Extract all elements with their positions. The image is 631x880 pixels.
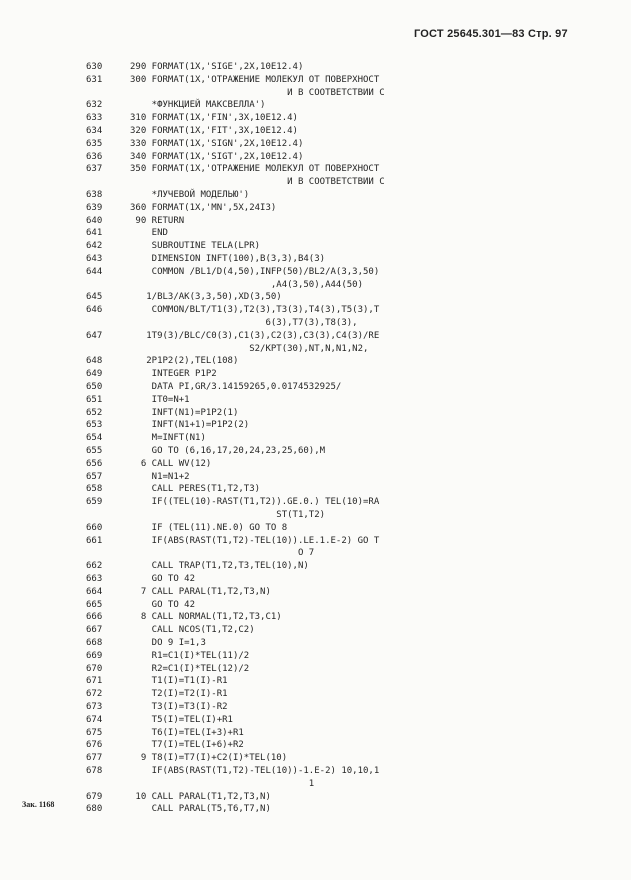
line-number: 632	[86, 100, 103, 111]
line-number: 674	[86, 714, 103, 725]
code-text: 1T9(3)/BLC/C0(3),C1(3),C2(3),C3(3),C4(3)/RE	[130, 330, 380, 341]
code-text: *ЛУЧЕВОЙ МОДЕЛЬЮ')	[130, 190, 250, 200]
line-number: 660	[86, 522, 103, 533]
code-text: INFT(N1+1)=P1P2(2)	[130, 420, 250, 431]
code-text: END	[130, 228, 168, 239]
code-text: O 7	[130, 548, 315, 559]
code-text: IF (TEL(11).NE.0) GO TO 8	[130, 522, 288, 533]
line-number: 645	[86, 292, 103, 303]
code-text: 7 CALL PARAL(T1,T2,T3,N)	[130, 586, 271, 597]
code-text: 340 FORMAT(1X,'SIGT',2X,10E12.4)	[130, 151, 304, 162]
code-text: INTEGER P1P2	[130, 369, 217, 380]
code-text: CALL PARAL(T5,T6,T7,N)	[130, 804, 271, 815]
code-text: COMMON/BLT/T1(3),T2(3),T3(3),T4(3),T5(3),T	[130, 305, 380, 316]
line-number: 677	[86, 753, 103, 764]
line-number: 649	[86, 369, 103, 380]
line-number: 636	[86, 151, 103, 162]
line-number: 643	[86, 254, 103, 264]
line-number: 680	[86, 804, 103, 815]
code-text: 9 T8(I)=T7(I)+C2(I)*TEL(10)	[130, 753, 288, 764]
line-number: 675	[86, 727, 103, 738]
line-number: 662	[86, 561, 103, 572]
code-text: 6 CALL WV(12)	[130, 458, 212, 469]
code-text: DIMENSION INFT(100),B(3,3),B4(3)	[130, 254, 326, 264]
line-number: 663	[86, 574, 103, 584]
code-text: 300 FORMAT(1X,'ОТРАЖЕНИЕ МОЛЕКУЛ ОТ ПОВЕРХНОСТ	[130, 74, 380, 85]
code-text: 2P1P2(2),TEL(108)	[130, 356, 239, 367]
line-number: 637	[86, 164, 103, 175]
code-text: IT0=N+1	[130, 394, 190, 405]
line-number: 655	[86, 446, 103, 456]
code-text: *ФУНКЦИЕЙ МАКСВЕЛЛА')	[130, 100, 266, 111]
code-text: T6(I)=TEL(I+3)+R1	[130, 727, 244, 738]
line-number: 647	[86, 330, 103, 341]
code-text: 6(3),T7(3),T8(3),	[130, 318, 358, 328]
code-text: N1=N1+2	[130, 471, 190, 482]
code-text: T3(I)=T3(I)-R2	[130, 702, 228, 712]
code-text: CALL TRAP(T1,T2,T3,TEL(10),N)	[130, 561, 309, 572]
line-number: 633	[86, 113, 103, 124]
code-text: CALL NCOS(T1,T2,C2)	[130, 625, 255, 636]
code-text: GO TO 42	[130, 599, 196, 610]
code-text: ,A4(3,50),A44(50)	[130, 279, 363, 290]
line-number: 667	[86, 625, 103, 636]
code-text: IF(ABS(RAST(T1,T2)-TEL(10))-1.E-2) 10,10,1	[130, 766, 380, 776]
line-number: 669	[86, 650, 103, 661]
line-number: 641	[86, 228, 103, 239]
code-text: T7(I)=TEL(I+6)+R2	[130, 740, 244, 751]
line-number: 665	[86, 599, 103, 610]
line-number: 673	[86, 702, 103, 712]
line-number: 648	[86, 356, 103, 367]
code-text: ST(T1,T2)	[130, 510, 326, 520]
code-text: COMMON /BL1/D(4,50),INFP(50)/BL2/A(3,3,50)	[130, 266, 380, 277]
line-number: 639	[86, 202, 103, 213]
line-number: 646	[86, 305, 103, 316]
code-text: INFT(N1)=P1P2(1)	[130, 407, 239, 418]
page-header: ГОСТ 25645.301—83 Стр. 97	[414, 28, 568, 40]
line-number: 650	[86, 382, 103, 392]
line-number: 653	[86, 420, 103, 431]
line-number: 672	[86, 689, 103, 700]
code-text: DO 9 I=1,3	[130, 638, 206, 648]
line-number: 670	[86, 663, 103, 674]
code-text: S2/KPT(30),NT,N,N1,N2,	[130, 343, 369, 354]
code-text: R1=C1(I)*TEL(11)/2	[130, 650, 250, 661]
code-text: DATA PI,GR/3.14159265,0.0174532925/	[130, 382, 342, 392]
code-text: 290 FORMAT(1X,'SIGE',2X,10E12.4)	[130, 62, 304, 72]
line-number: 638	[86, 190, 103, 200]
line-number: 642	[86, 241, 103, 252]
code-text: 10 CALL PARAL(T1,T2,T3,N)	[130, 791, 271, 802]
code-text: GO TO 42	[130, 574, 196, 584]
code-text: 1	[130, 778, 315, 789]
line-number: 657	[86, 471, 103, 482]
line-number: 676	[86, 740, 103, 751]
code-text: 310 FORMAT(1X,'FIN',3X,10E12.4)	[130, 113, 298, 124]
line-number: 654	[86, 433, 103, 444]
code-text: 90 RETURN	[130, 215, 185, 226]
code-text: 330 FORMAT(1X,'SIGN',2X,10E12.4)	[130, 138, 304, 149]
code-text: IF((TEL(10)-RAST(T1,T2)).GE.0.) TEL(10)=RA	[130, 497, 380, 508]
line-number: 630	[86, 62, 103, 72]
code-text: 1/BL3/AK(3,3,50),XD(3,50)	[130, 292, 282, 303]
line-number: 640	[86, 215, 103, 226]
code-text: 350 FORMAT(1X,'ОТРАЖЕНИЕ МОЛЕКУЛ ОТ ПОВЕРХНОСТ	[130, 164, 380, 175]
code-text: И В СООТВЕТСТВИИ С	[130, 87, 385, 98]
line-number: 666	[86, 612, 103, 623]
footnote: Зак. 1168	[22, 800, 55, 809]
line-number: 634	[86, 126, 103, 136]
code-text: 8 CALL NORMAL(T1,T2,T3,C1)	[130, 612, 282, 623]
line-number: 658	[86, 484, 103, 495]
code-text: CALL PERES(T1,T2,T3)	[130, 484, 261, 495]
line-number: 659	[86, 497, 103, 508]
code-text: IF(ABS(RAST(T1,T2)-TEL(10)).LE.1.E-2) GO T	[130, 535, 380, 546]
line-number: 661	[86, 535, 103, 546]
line-number: 652	[86, 407, 103, 418]
line-number: 671	[86, 676, 103, 687]
line-number: 668	[86, 638, 103, 648]
code-text: 320 FORMAT(1X,'FIT',3X,10E12.4)	[130, 126, 298, 136]
code-text: GO TO (6,16,17,20,24,23,25,60),M	[130, 446, 326, 456]
code-text: И В СООТВЕТСТВИИ С	[130, 177, 385, 188]
code-text: T2(I)=T2(I)-R1	[130, 689, 228, 700]
code-text: R2=C1(I)*TEL(12)/2	[130, 663, 250, 674]
line-number: 651	[86, 394, 103, 405]
line-number: 664	[86, 586, 103, 597]
code-text: T5(I)=TEL(I)+R1	[130, 714, 233, 725]
line-number: 678	[86, 766, 103, 776]
code-text: SUBROUTINE TELA(LPR)	[130, 241, 261, 252]
line-number: 656	[86, 458, 103, 469]
code-text: 360 FORMAT(1X,'MN',5X,24I3)	[130, 202, 277, 213]
code-text: T1(I)=T1(I)-R1	[130, 676, 228, 687]
line-number: 631	[86, 74, 103, 85]
line-number: 644	[86, 266, 103, 277]
line-number: 635	[86, 138, 103, 149]
line-number: 679	[86, 791, 103, 802]
code-text: M=INFT(N1)	[130, 433, 206, 444]
